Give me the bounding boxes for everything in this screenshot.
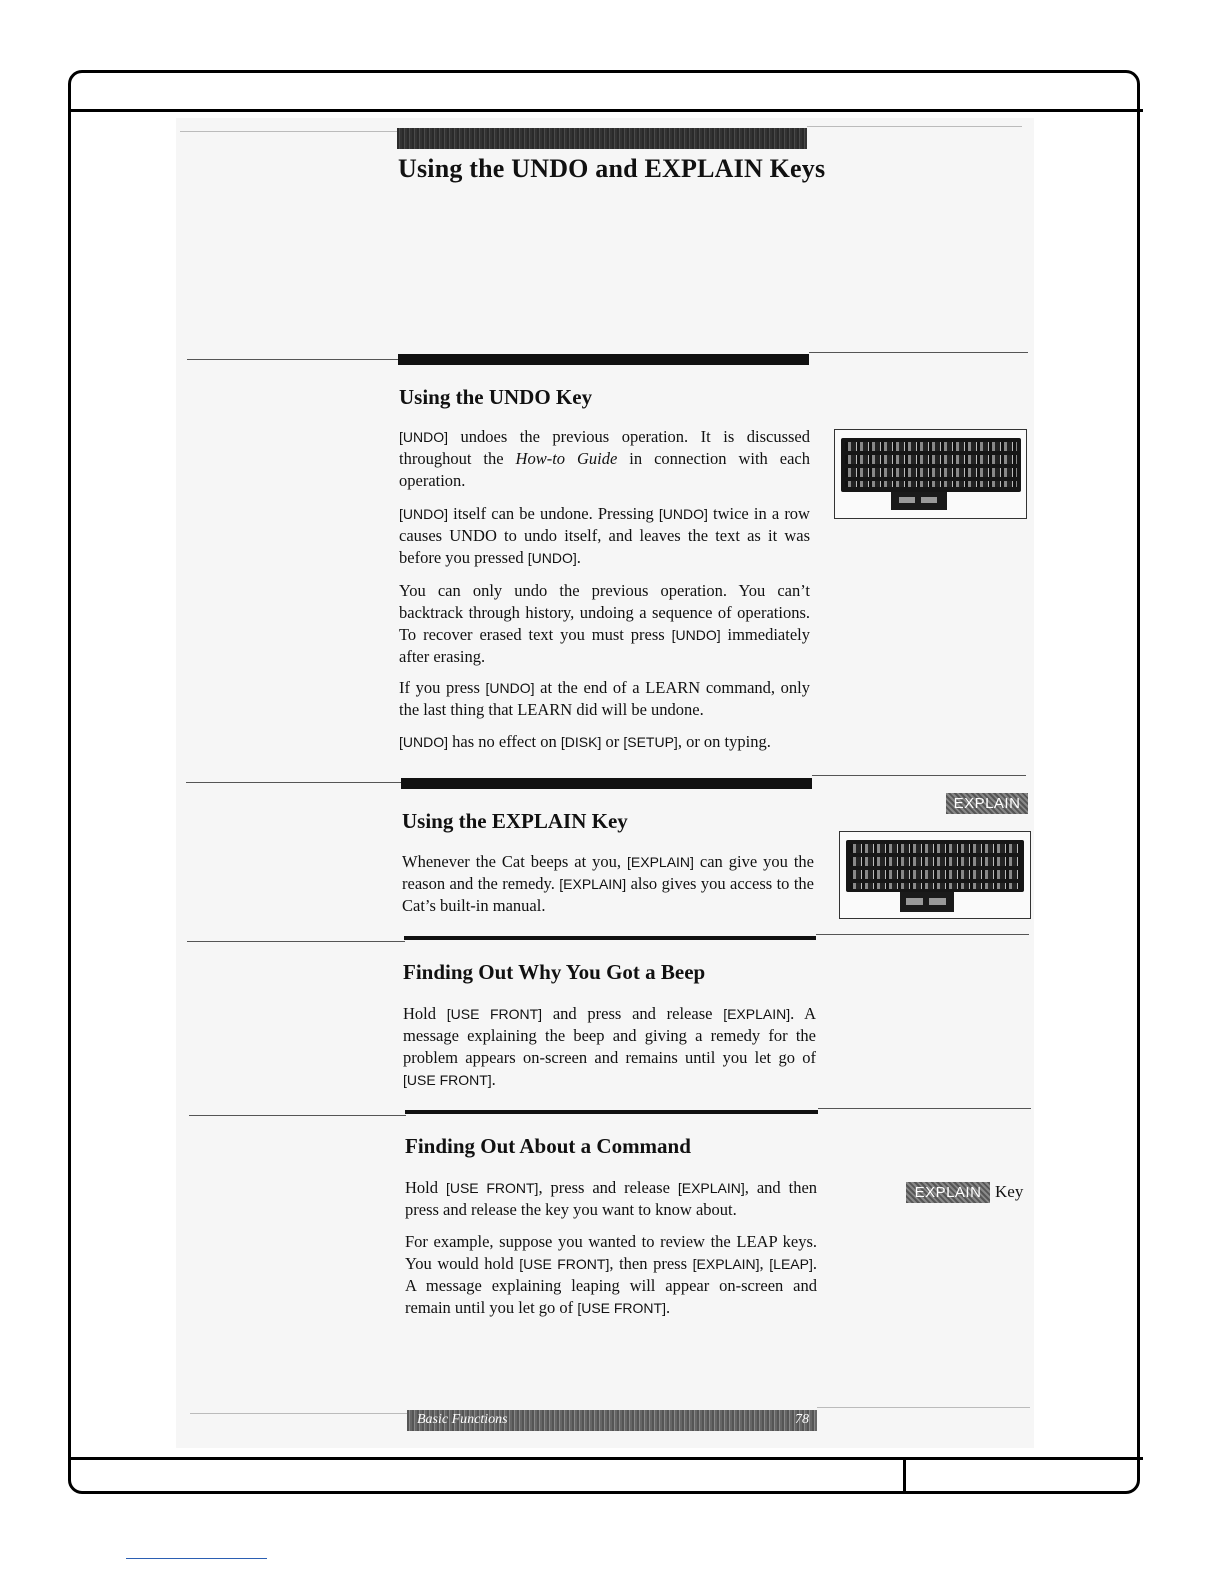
section-bar [401,778,812,789]
footer-page-number: 78 [795,1412,809,1427]
page-title: Using the UNDO and EXPLAIN Keys [398,154,826,183]
section-bar [404,936,816,940]
rule [180,131,397,132]
section-bar [398,354,809,365]
keyboard-icon [841,438,1021,492]
rule [818,1108,1031,1109]
undo-paragraph-4: If you press [UNDO] at the end of a LEARN command, only the last thing that LEARN did will be undone. [399,678,810,719]
rule [809,352,1028,353]
rule [816,934,1029,935]
undo-key-highlight [891,492,947,510]
explain-key-highlight [900,892,954,912]
undo-paragraph-2: [UNDO] itself can be undone. Pressing [UNDO] twice in a row causes UNDO to undo itself, and leaves the text as it was before you pressed [UNDO]. [399,504,810,567]
rule [187,359,399,360]
link-underline [126,1558,267,1559]
beep-paragraph-1: Hold [USE FRONT] and press and release [EXPLAIN]. A message explaining the beep and giving a remedy for the problem appears on-screen and remains until you let go of [USE FRONT]. [403,1004,817,1089]
footer-section-name: Basic Functions [417,1412,508,1427]
rule [187,941,405,942]
rule [807,126,1022,127]
frame-footer-divider [903,1458,906,1494]
frame-header-rule [68,109,1143,112]
beep-heading: Finding Out Why You Got a Beep [403,960,706,984]
rule [190,1413,407,1414]
explain-key-tag: EXPLAIN [906,1182,990,1203]
rule [817,1407,1030,1408]
explain-paragraph-1: Whenever the Cat beeps at you, [EXPLAIN] can give you the reason and the remedy. [EXPLAIN] also gives you access to the Cat’s built-in manual. [402,852,814,915]
keyboard-icon [846,840,1024,892]
explain-heading: Using the EXPLAIN Key [402,809,628,833]
command-paragraph-1: Hold [USE FRONT], press and release [EXPLAIN], and then press and release the key you want to know about. [405,1178,818,1219]
keyboard-illustration [839,831,1031,919]
rule [812,775,1026,776]
footer-bar [407,1410,817,1431]
rule [189,1115,406,1116]
undo-paragraph-5: [UNDO] has no effect on [DISK] or [SETUP], or on typing. [399,732,771,751]
undo-heading: Using the UNDO Key [399,385,593,409]
title-bar [397,128,807,149]
keyboard-illustration [834,429,1027,519]
key-label: Key [995,1182,1024,1201]
command-heading: Finding Out About a Command [405,1134,691,1158]
rule [186,782,402,783]
command-paragraph-2: For example, suppose you wanted to review the LEAP keys. You would hold [USE FRONT], then press [EXPLAIN], [LEAP]. A message explaining leaping will appear on-screen and remain until you let go of [USE FRONT]. [405,1232,817,1317]
undo-paragraph-3: You can only undo the previous operation. You can’t backtrack through history, undoing a sequence of operations. To recover erased text you must press [UNDO] immediately after erasing. [399,581,810,666]
explain-key-tag: EXPLAIN [946,793,1028,814]
section-bar [405,1110,818,1114]
frame-footer-rule [68,1457,1143,1460]
undo-paragraph-1: [UNDO] undoes the previous operation. It is discussed throughout the How-to Guide in connection with each operation. [399,427,810,490]
